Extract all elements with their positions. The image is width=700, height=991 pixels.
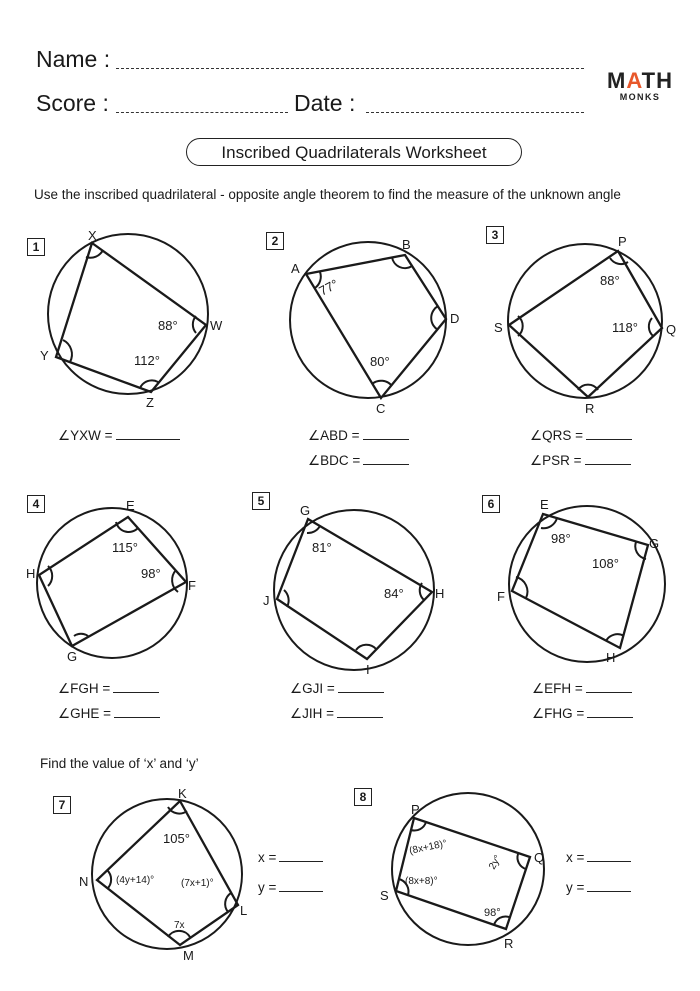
angle-arc-2c: [372, 381, 392, 386]
instruction-2: Find the value of ‘x’ and ‘y’: [40, 756, 199, 771]
figure-6: [497, 497, 665, 665]
figure-3: [494, 234, 676, 416]
angle-label-5-84: 84°: [384, 586, 404, 601]
angle-label-1-88: 88°: [158, 318, 178, 333]
worksheet-title: Inscribed Quadrilaterals Worksheet: [186, 138, 522, 166]
vertex-label-7m: M: [183, 948, 194, 963]
angle-label-4-98: 98°: [141, 566, 161, 581]
angle-arc-3p: [610, 258, 628, 264]
answer-8-x[interactable]: x =: [566, 850, 631, 865]
angle-label-8-8x18: (8x+18)°: [408, 838, 448, 857]
vertex-label-6f: F: [497, 589, 505, 604]
figure-5: [263, 503, 444, 677]
quadrilateral-7: [97, 801, 238, 945]
answer-4-ghe[interactable]: ∠GHE =: [58, 706, 160, 722]
answer-5-gji[interactable]: ∠GJI =: [290, 681, 384, 697]
problem-number-5: 5: [252, 492, 270, 510]
vertex-label-7l: L: [240, 903, 248, 918]
figure-8: [380, 793, 544, 951]
angle-label-7-7x1: (7x+1)°: [181, 878, 214, 889]
angle-arc-5g: [307, 526, 320, 533]
answer-6-fhg[interactable]: ∠FHG =: [532, 706, 633, 722]
vertex-label-3p: P: [618, 234, 627, 249]
vertex-label-5g: G: [300, 503, 311, 518]
angle-label-3-88: 88°: [600, 273, 620, 288]
vertex-label-8p: P: [411, 802, 420, 817]
circle-1: [48, 234, 208, 394]
problem-number-6: 6: [482, 495, 500, 513]
answer-7-x[interactable]: x =: [258, 850, 323, 865]
vertex-label-3q: Q: [666, 322, 677, 337]
angle-arc-7n: [107, 870, 111, 889]
problem-number-4: 4: [27, 495, 45, 513]
vertex-label-2c: C: [376, 401, 386, 416]
angle-label-3-118: 118°: [612, 320, 638, 335]
vertex-label-7k: K: [178, 786, 187, 801]
answer-7-y[interactable]: y =: [258, 880, 323, 895]
answer-6-efh[interactable]: ∠EFH =: [532, 681, 632, 697]
vertex-label-1z: Z: [146, 395, 154, 410]
quadrilateral-5: [277, 519, 432, 659]
circle-5: [274, 510, 434, 670]
vertex-label-3r: R: [585, 401, 595, 416]
angle-arc-2d: [431, 306, 438, 330]
quadrilateral-8: [396, 818, 530, 929]
angle-label-1-112: 112°: [134, 353, 160, 368]
vertex-label-4h: H: [26, 566, 36, 581]
answer-3-qrs[interactable]: ∠QRS =: [530, 428, 632, 444]
logo-a-triangle: A: [626, 68, 642, 93]
answer-5-jih[interactable]: ∠JIH =: [290, 706, 383, 722]
angle-label-8-8x8: (8x+8)°: [405, 876, 438, 887]
math-monks-logo: MATH MONKS: [607, 68, 673, 102]
vertex-label-4e: E: [126, 498, 135, 513]
vertex-label-6h: H: [606, 650, 616, 665]
problem-number-1: 1: [27, 238, 45, 256]
angle-label-6-108: 108°: [592, 556, 619, 571]
figure-7: [79, 786, 247, 963]
score-label: Score :: [36, 90, 109, 116]
vertex-label-1x: X: [88, 228, 97, 243]
vertex-label-1y: Y: [40, 348, 49, 363]
vertex-label-8r: R: [504, 936, 514, 951]
vertex-label-6e: E: [540, 497, 549, 512]
angle-label-6-98: 98°: [551, 531, 571, 546]
figure-4: [26, 498, 196, 664]
answer-4-fgh[interactable]: ∠FGH =: [58, 681, 159, 697]
vertex-label-1w: W: [210, 318, 223, 333]
angle-arc-4g: [74, 634, 88, 636]
vertex-label-5h: H: [435, 586, 445, 601]
angle-label-7-4y14: (4y+14)°: [116, 875, 155, 886]
problem-number-3: 3: [486, 226, 504, 244]
angle-arc-3q: [649, 318, 653, 336]
angle-label-5-81: 81°: [312, 540, 332, 555]
quadrilateral-2: [306, 255, 446, 398]
angle-label-2-80: 80°: [370, 354, 390, 369]
problem-number-2: 2: [266, 232, 284, 250]
vertex-label-2a: A: [291, 261, 300, 276]
angle-arc-1y: [63, 340, 72, 362]
instruction-1: Use the inscribed quadrilateral - opposite angle theorem to find the measure of the unknown angle: [34, 187, 621, 202]
circle-4: [37, 508, 187, 658]
answer-2-abd[interactable]: ∠ABD =: [308, 428, 409, 444]
vertex-label-2d: D: [450, 311, 460, 326]
vertex-label-4f: F: [188, 578, 196, 593]
figure-1: [40, 228, 223, 410]
angle-arc-7m: [168, 931, 190, 937]
vertex-label-7n: N: [79, 874, 89, 889]
vertex-label-3s: S: [494, 320, 503, 335]
circle-6: [509, 506, 665, 662]
angle-label-2-77: 77°: [316, 276, 341, 299]
angle-arc-5i: [356, 645, 376, 650]
quadrilateral-1: [56, 243, 206, 392]
angle-label-7-7x: 7x: [174, 920, 185, 931]
quadrilateral-6: [512, 514, 648, 648]
vertex-label-5j: J: [263, 593, 270, 608]
answer-2-bdc[interactable]: ∠BDC =: [308, 453, 409, 469]
circle-3: [508, 244, 662, 398]
quadrilateral-4: [39, 517, 186, 646]
vertex-label-6g: G: [649, 536, 660, 551]
vertex-label-5i: I: [366, 662, 370, 677]
date-label: Date :: [294, 90, 356, 116]
vertex-label-4g: G: [67, 649, 78, 664]
angle-label-7-105: 105°: [163, 831, 190, 846]
angle-label-8-98: 98°: [484, 907, 501, 919]
answer-1-yxw[interactable]: ∠YXW =: [58, 428, 180, 444]
vertex-label-2b: B: [402, 237, 411, 252]
problem-number-7: 7: [53, 796, 71, 814]
name-label: Name :: [36, 46, 111, 72]
angle-label-8-2y: 2y°: [487, 853, 504, 872]
answer-8-y[interactable]: y =: [566, 880, 631, 895]
figure-2: [290, 237, 459, 416]
vertex-label-8q: Q: [534, 850, 545, 865]
angle-label-4-115: 115°: [112, 540, 138, 555]
problem-number-8: 8: [354, 788, 372, 806]
vertex-label-8s: S: [380, 888, 389, 903]
answer-3-psr[interactable]: ∠PSR =: [530, 453, 631, 469]
